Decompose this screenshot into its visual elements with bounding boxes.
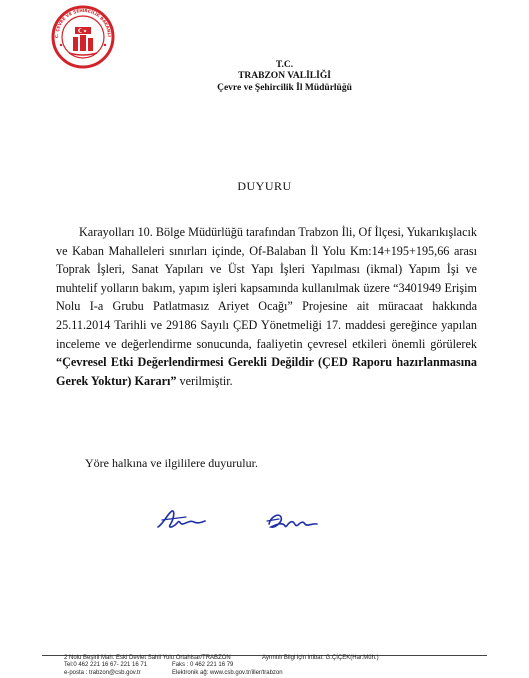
logo-lettering: C. ÇEVRE VE ŞEHİRCİLİK BAKANLI: [53, 7, 113, 39]
footer-phone: Tel:0 462 221 16 67- 221 16 71: [64, 662, 148, 668]
signature-2: [265, 510, 320, 535]
decision-text: “Çevresel Etki Değerlendirmesi Gerekli Değildir (ÇED Raporu hazırlanmasına Gerek Yoktur) Kararı”: [56, 355, 477, 388]
footer-email: e-posta : trabzon@csb.gov.tr: [64, 670, 141, 676]
announcement-body: [56, 223, 477, 390]
footer-address: 2 Nolu Beşirli Mah. Eski Devlet Sahil Yolu Ortahisar/TRABZON: [64, 655, 231, 661]
signature-1: [156, 505, 206, 535]
footer-web: Elektronik ağ: www.csb.gov.tr/iller/trabzon: [172, 670, 283, 676]
body-paragraph-end: verilmiştir.: [176, 373, 233, 388]
footer-fax: Faks : 0 462 221 16 79: [172, 662, 234, 668]
document-title: DUYURU: [237, 179, 292, 193]
header-directorate: Çevre ve Şehircilik İl Müdürlüğü: [217, 83, 352, 93]
header-governorship: TRABZON VALİLİĞİ: [238, 71, 331, 81]
closing-line: Yöre halkına ve ilgililere duyurulur.: [85, 456, 258, 470]
body-paragraph: Karayolları 10. Bölge Müdürlüğü tarafından Trabzon İli, Of İlçesi, Yukarıkışlacık ve Kaban Mahalleleri sınırları içinde, Of-Balaban İl Yolu Km:14+195+195,66 arası Toprak İşleri, Sanat Yapıları ve Üst Yapı İşleri Yapılması (ikmal) Yapım İşi ve muhtelif yolların bakım, yapım işleri kapsamında kullanılmak üzere “3401949 Erişim Nolu I-a Grubu Patlatmasız Ariyet Ocağı” Projesine ait müracaat hakkında 25.11.2014 Tarihli ve 29186 Sayılı ÇED Yönetmeliği 17. maddesi gereğince yapılan inceleme ve değerlendirme sonucunda, faaliyetin çevresel etkileri önemli görülerek: [56, 225, 477, 351]
header-tc: T.C.: [275, 60, 294, 70]
footer-contact-info: Ayrıntılı Bilgi için irtibat: G.ÇİÇEK(Har.Müh.): [262, 655, 379, 661]
